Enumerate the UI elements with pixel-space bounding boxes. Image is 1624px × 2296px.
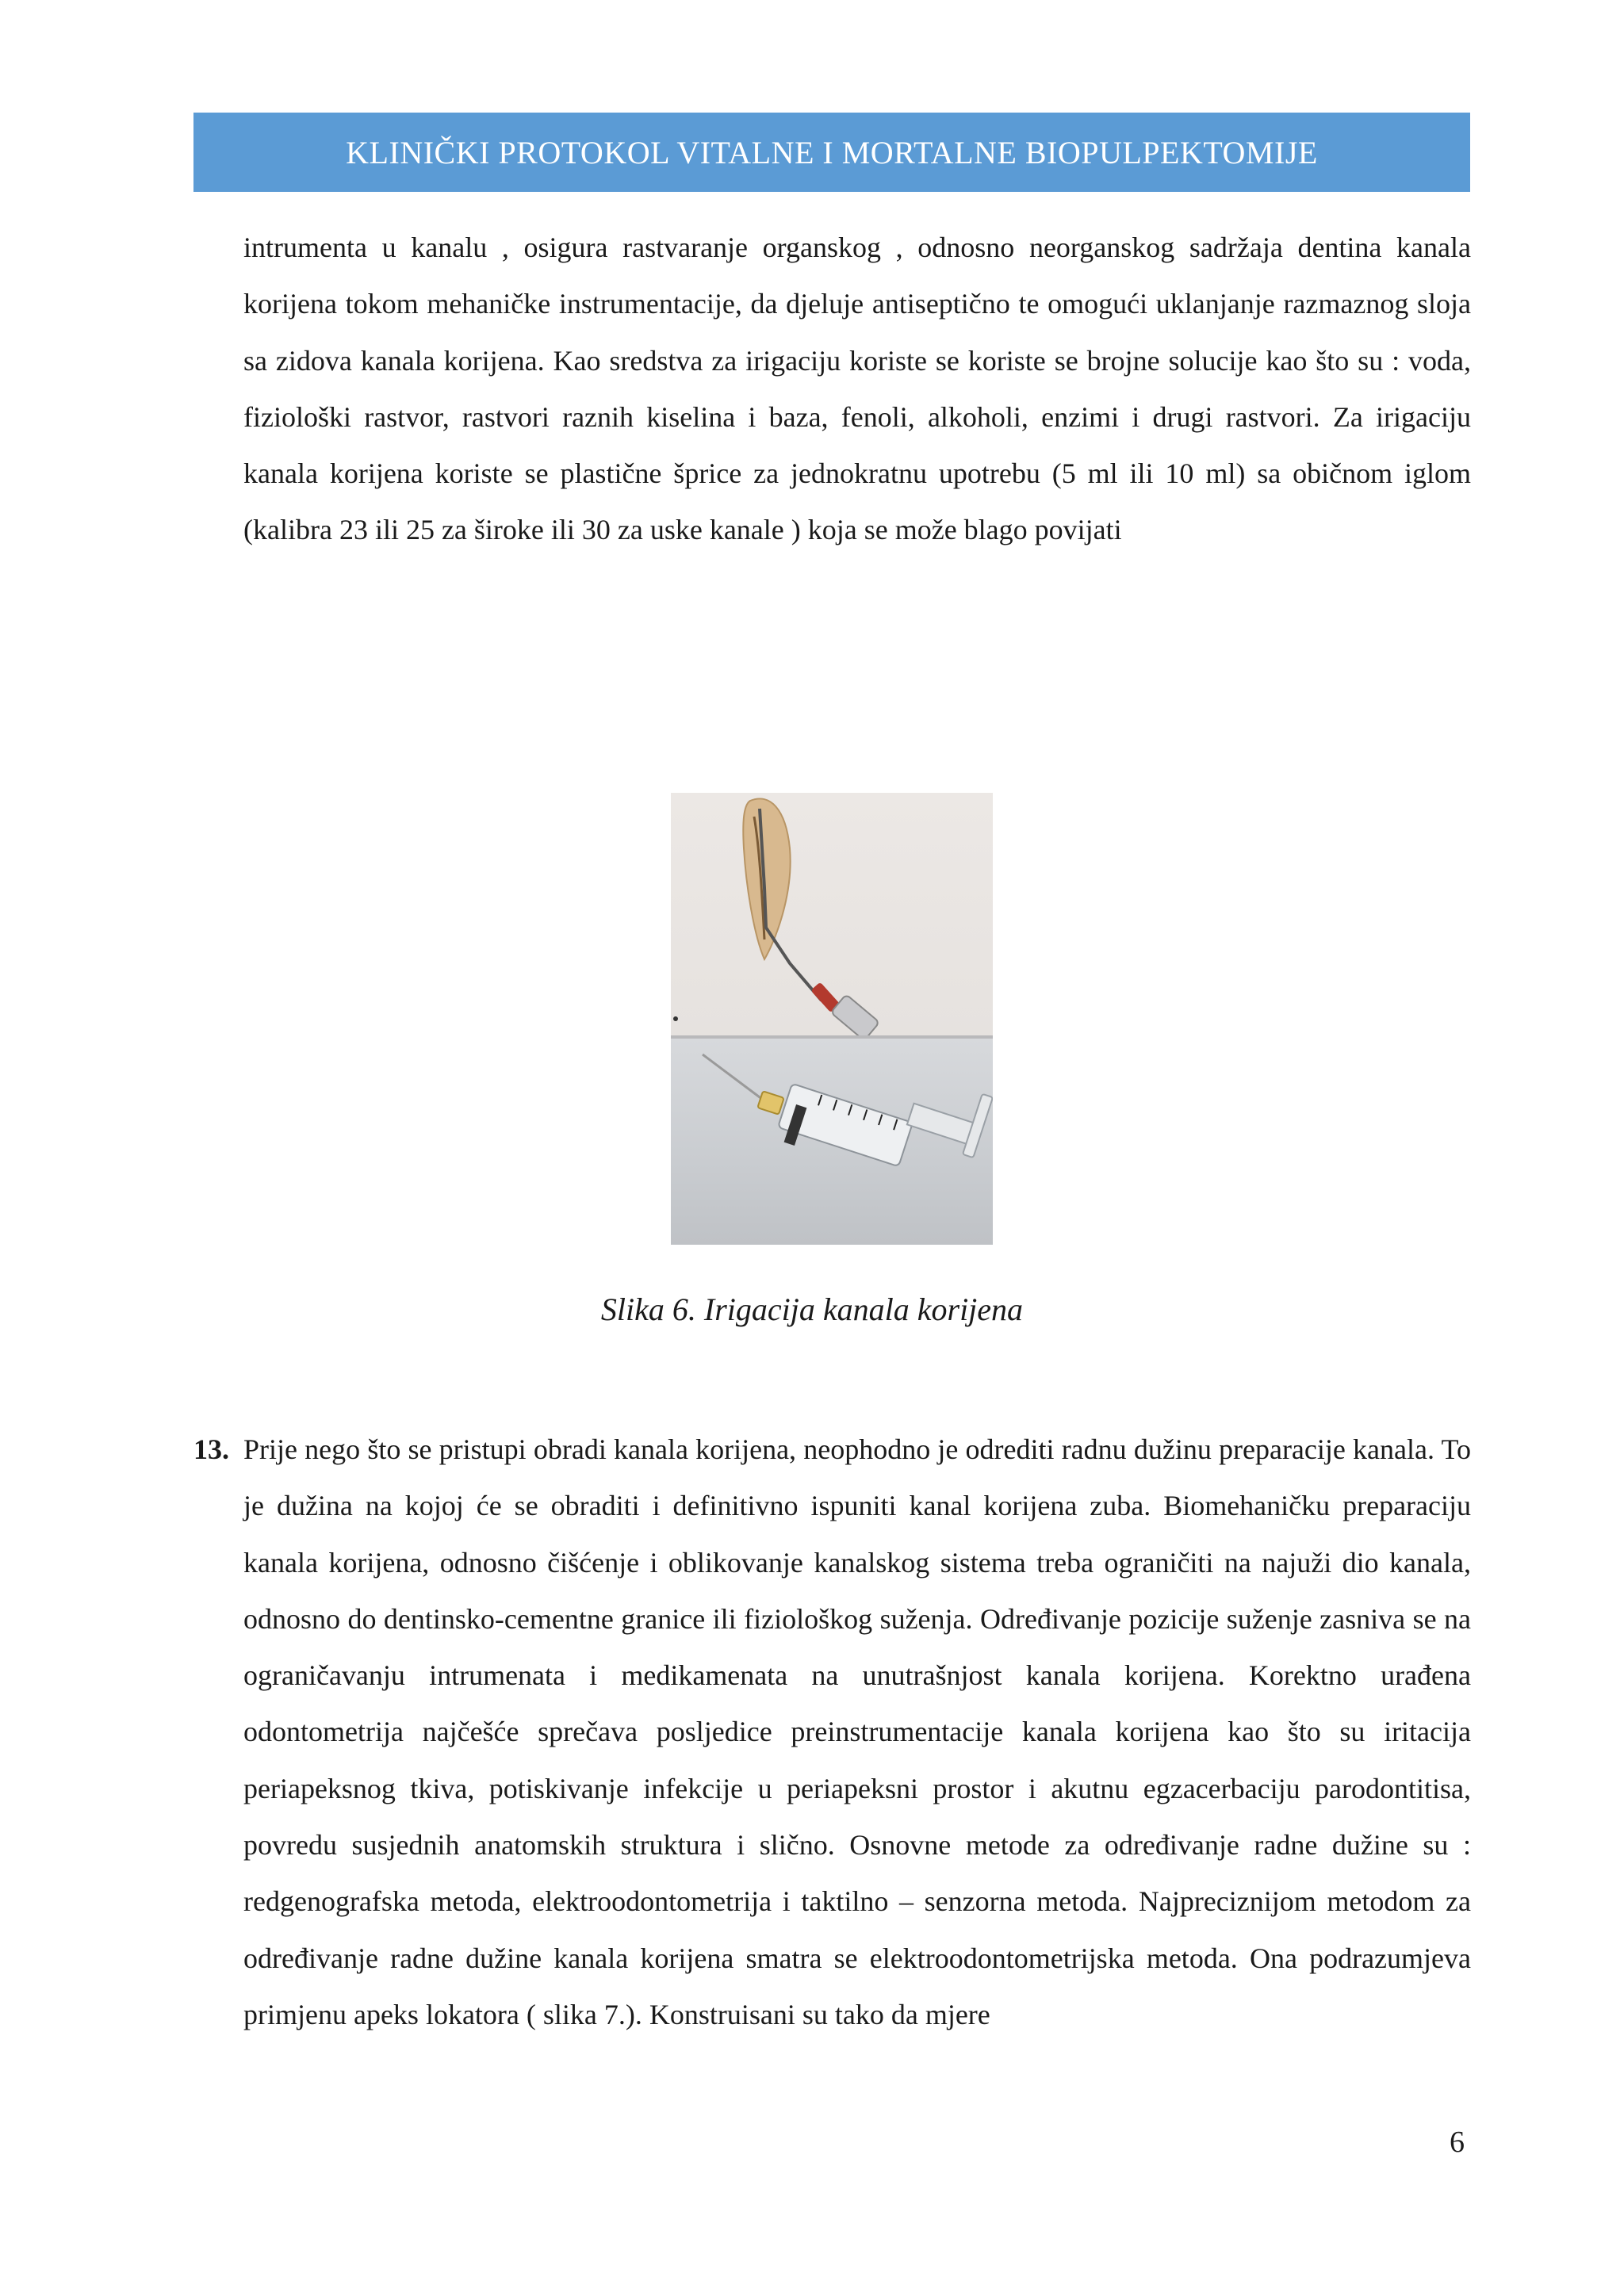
document-header-bar (193, 113, 1470, 192)
body-paragraph-irrigation: intrumenta u kanalu , osigura rastvaranje organskog , odnosno neorganskog sadržaja dentina kanala korijena tokom mehaničke instrumentacije, da djeluje antiseptično te omogući uklanjanje razmaznog sloja sa zidova kanala korijena. Kao sredstva za irigaciju koriste se koriste se brojne solucije kao što su : voda, fiziološki rastvor, rastvori raznih kiselina i baza, fenoli, alkoholi, enzimi i drugi rastvori. Za irigaciju kanala korijena koriste se plastične šprice za jednokratnu upotrebu (5 ml ili 10 ml) sa običnom iglom (kalibra 23 ili 25 za široke ili 30 za uske kanale ) koja se može blago povijati (243, 232, 1471, 546)
page-number: 6 (1450, 2126, 1465, 2159)
document-header-title: KLINIČKI PROTOKOL VITALNE I MORTALNE BIOPULPEKTOMIJE (346, 134, 1318, 170)
photo-needle-in-tooth (671, 793, 993, 1039)
needle-in-tooth-illustration (671, 793, 993, 1039)
figure-irrigation-photo (671, 793, 993, 1245)
syringe-illustration (671, 1039, 993, 1245)
body-paragraph-working-length: Prije nego što se pristupi obradi kanala korijena, neophodno je odrediti radnu dužinu preparacije kanala. To je dužina na kojoj će se obraditi i definitivno ispuniti kanal korijena zuba. Biomehaničku preparaciju kanala korijena, odnosno čišćenje i oblikovanje kanalskog sistema treba ograničiti na najuži dio kanala, odnosno do dentinsko-cementne granice ili fiziološkog suženja. Određivanje pozicije suženje zasniva se na ograničavanju intrumenata i medikamenata na unutrašnjost kanala korijena. Korektno urađena odontometrija najčešće sprečava posljedice preinstrumentacije kanala korijena kao što su iritacija periapeksnog tkiva, potiskivanje infekcije u periapeksni prostor i akutnu egzacerbaciju parodontitisa, povredu susjednih anatomskih struktura i slično. Osnovne metode za određivanje radne dužine su : redgenografska metoda, elektroodontometrija i taktilno – senzorna metoda. Najpreciznijom metodom za određivanje radne dužine kanala korijena smatra se elektroodontometrijska metoda. Ona podrazumjeva primjenu apeks lokatora ( slika 7.). Konstruisani su tako da mjere (243, 1433, 1471, 2030)
figure-caption: Slika 6. Irigacija kanala korijena (600, 1292, 1024, 1327)
list-item-number: 13. (193, 1433, 229, 1465)
photo-syringe (671, 1039, 993, 1245)
